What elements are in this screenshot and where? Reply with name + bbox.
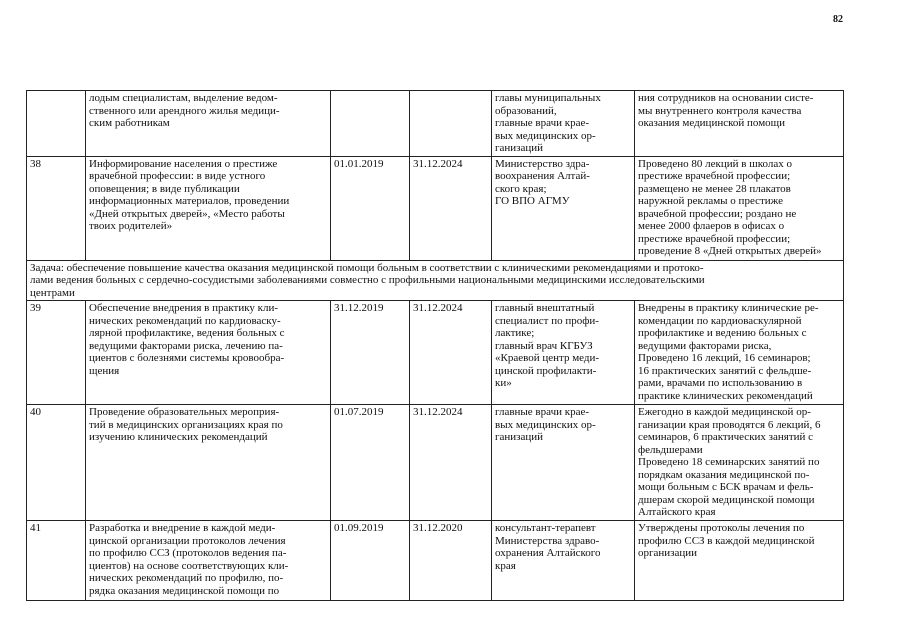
task-cell: Задача: обеспечение повышение качества оказания медицинской помощи больным в соответствии с клиническими рекомендациями и протоко- лами ведения больных с сердечно-сосудистыми заболеваниями совместно с профильными национальными медицинскими исследовательскими центрами [27,260,844,301]
responsible-cell: Министерство здра- воохранения Алтай- ского края; ГО ВПО АГМУ [492,156,635,260]
activity-cell: Информирование населения о престиже врачебной профессии: в виде устного оповещения; в виде публикации информационных материалов, проведении «Дней открытых дверей», «Место работы твоих родителей» [86,156,331,260]
end-date-cell: 31.12.2024 [410,301,492,405]
row-number: 38 [27,156,86,260]
start-date-cell: 31.12.2019 [331,301,410,405]
action-plan-table [26,90,844,601]
row-number: 41 [27,521,86,601]
activity-cell: Обеспечение внедрения в практику кли- нических рекомендаций по кардиоваску- лярной профилактике, ведения больных с ведущими факторами риска, лечению па- циентов с болезнями системы кровообра- щения [86,301,331,405]
table-row [27,521,844,601]
result-cell: Проведено 80 лекций в школах о престиже врачебной профессии; размещено не менее 28 плакатов наружной рекламы о престиже врачебной профессии; роздано не менее 2000 флаеров в офисах о престиже врачебной профессии; проведение 8 «Дней открытых дверей» [635,156,844,260]
table-row [27,91,844,157]
responsible-cell: консультант-терапевт Министерства здраво- охранения Алтайского края [492,521,635,601]
activity-cell: Разработка и внедрение в каждой меди- цинской организации протоколов лечения по профилю ССЗ (протоколов ведения па- циентов) на основе соответствующих кли- нических рекомендаций по профилю, по- рядка оказания медицинской помощи по [86,521,331,601]
end-date-cell [410,91,492,157]
end-date-cell: 31.12.2024 [410,405,492,521]
activity-cell: Проведение образовательных мероприя- тий в медицинских организациях края по изучению клинических рекомендаций [86,405,331,521]
start-date-cell: 01.09.2019 [331,521,410,601]
responsible-cell: главы муниципальных образований, главные врачи крае- вых медицинских ор- ганизаций [492,91,635,157]
start-date-cell [331,91,410,157]
start-date-cell: 01.01.2019 [331,156,410,260]
table-row [27,301,844,405]
activity-cell: лодым специалистам, выделение ведом- ственного или арендного жилья медици- ским работникам [86,91,331,157]
table-row [27,405,844,521]
result-cell: ния сотрудников на основании систе- мы внутреннего контроля качества оказания медицинской помощи [635,91,844,157]
result-cell: Утверждены протоколы лечения по профилю ССЗ в каждой медицинской организации [635,521,844,601]
task-row [27,260,844,301]
start-date-cell: 01.07.2019 [331,405,410,521]
row-number: 39 [27,301,86,405]
table-row [27,156,844,260]
row-number: 40 [27,405,86,521]
result-cell: Ежегодно в каждой медицинской ор- ганизации края проводятся 6 лекций, 6 семинаров, 6 практических занятий с фельдшерами Проведено 18 семинарских занятий по порядкам оказания медицинской по- мощи больным с БСК врачам и фель- дшерам скорой медицинской помощи Алтайского края [635,405,844,521]
page-number: 82 [833,14,843,25]
end-date-cell: 31.12.2024 [410,156,492,260]
responsible-cell: главный внештатный специалист по профи- лактике; главный врач КГБУЗ «Краевой центр меди- цинской профилакти- ки» [492,301,635,405]
result-cell: Внедрены в практику клинические ре- комендации по кардиоваскулярной профилактике и ведению больных с ведущими факторами риска, Проведено 16 лекций, 16 семинаров; 16 практических занятий с фельдше- рами, врачами по использованию в практике клинических рекомендаций [635,301,844,405]
row-number [27,91,86,157]
end-date-cell: 31.12.2020 [410,521,492,601]
responsible-cell: главные врачи крае- вых медицинских ор- ганизаций [492,405,635,521]
